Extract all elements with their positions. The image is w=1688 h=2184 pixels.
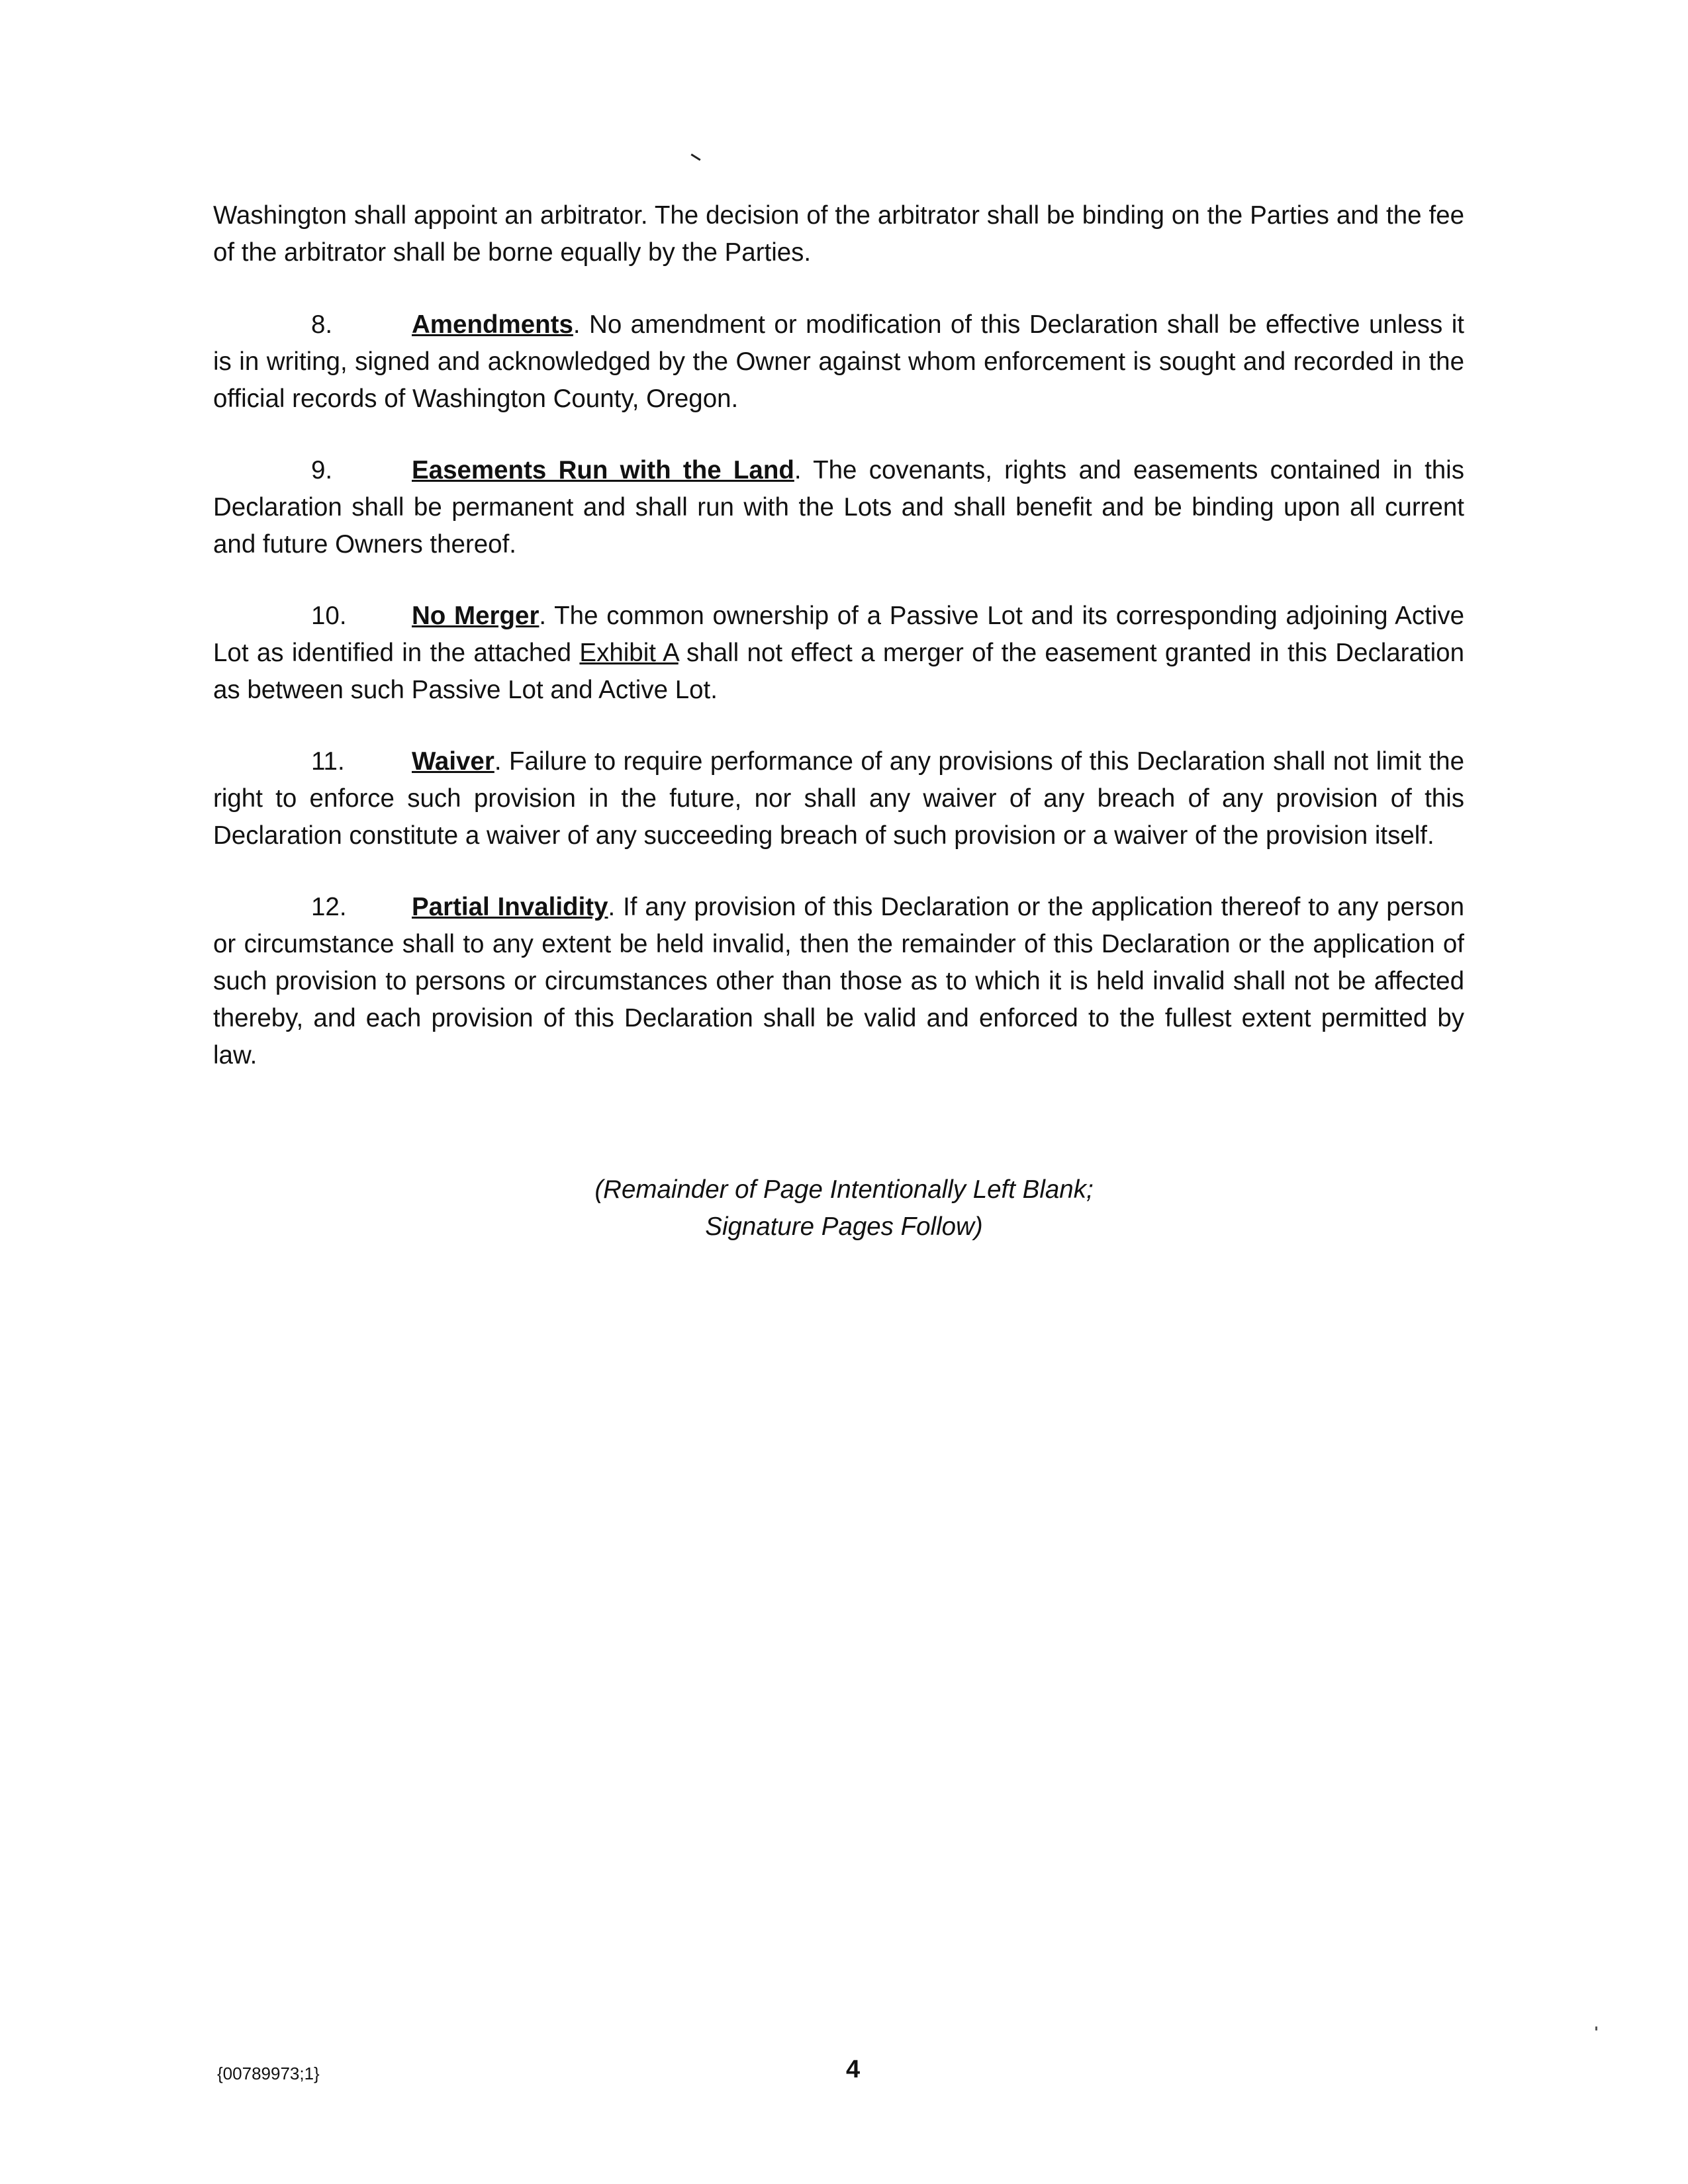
exhibit-a-reference: Exhibit A [579,639,679,667]
section-text: . The common ownership of a Passive Lot and its corresponding adjoining Active Lot as identified in the attached [213,602,1464,667]
scan-artifact-mark [690,154,700,161]
section-waiver [213,743,1464,854]
section-number: 9. [311,456,333,484]
section-text: . If any provision of this Declaration or the application thereof to any person or circumstance shall to any extent be held invalid, then the remainder of this Declaration or the application of such provision to persons or circumstances other than those as to which it is held invalid shall not be affected thereby, and each provision of this Declaration shall be valid and enforced to the fullest extent permitted by law. [213,893,1464,1069]
footer-document-id: {00789973;1} [217,2064,320,2083]
section-number: 11. [311,747,345,776]
section-heading: Amendments [412,310,573,339]
section-partial-invalidity [213,889,1464,1074]
notice-line-1: (Remainder of Page Intentionally Left Blank; [594,1175,1094,1204]
section-number: 12. [311,893,347,921]
section-text: . No amendment or modification of this Declaration shall be effective unless it is in writing, signed and acknowledged by the Owner against whom enforcement is sought and recorded in the official records of Washington County, Oregon. [213,310,1464,413]
section-heading: No Merger [412,602,539,630]
section-no-merger [213,598,1464,709]
section-number: 8. [311,310,333,339]
scan-artifact-dot [1595,2026,1597,2030]
section-text-continued: shall not effect a merger of the easement granted in this Declaration as between such Passive Lot and Active Lot. [213,639,1464,704]
section-number: 10. [311,602,347,630]
section-amendments [213,306,1464,418]
section-text: . Failure to require performance of any provisions of this Declaration shall not limit the right to enforce such provision in the future, nor shall any waiver of any breach of any provision of this Declaration constitute a waiver of any succeeding breach of such provision or a waiver of the provision itself. [213,747,1464,850]
section-heading: Waiver [412,747,494,776]
remainder-blank-notice [0,1171,1688,1246]
page-number: 4 [846,2056,861,2083]
continuation-paragraph: Washington shall appoint an arbitrator. The decision of the arbitrator shall be binding on the Parties and the fee of the arbitrator shall be borne equally by the Parties. [213,201,1464,267]
section-heading: Partial Invalidity [412,893,608,921]
document-body [213,197,1464,1109]
section-heading: Easements Run with the Land [412,456,794,484]
section-easements-run-with-land [213,452,1464,563]
notice-line-2: Signature Pages Follow) [705,1212,983,1241]
section-text: . The covenants, rights and easements contained in this Declaration shall be permanent and shall run with the Lots and shall benefit and be binding upon all current and future Owners thereof. [213,456,1464,559]
